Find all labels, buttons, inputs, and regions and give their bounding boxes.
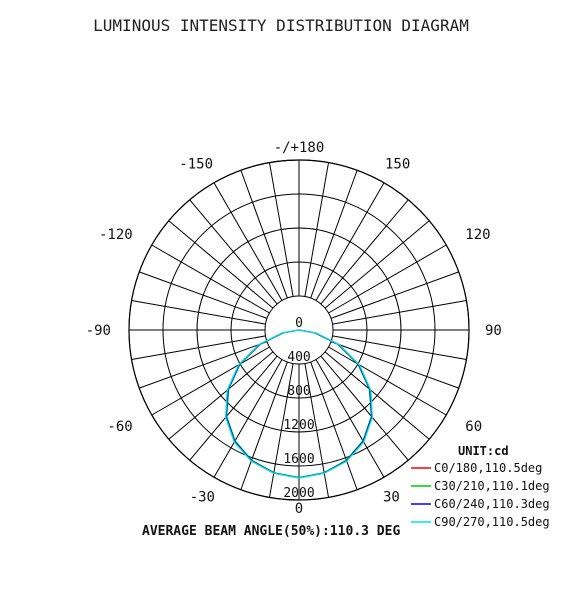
angle-label--120: -120	[99, 227, 133, 243]
angle-label--150: -150	[179, 156, 213, 173]
angle-label-0: 0	[294, 501, 304, 517]
legend-label-2: C30/210,110.1deg	[434, 479, 550, 493]
beam-angle-footer: AVERAGE BEAM ANGLE(50%):110.3 DEG	[142, 524, 401, 539]
angle-label-120: 120	[465, 227, 491, 243]
angle-label--60: -60	[107, 419, 133, 435]
legend-label-1: C0/180,110.5deg	[434, 461, 543, 475]
angle-label--/+180: -/+180	[273, 140, 325, 156]
angle-label--30: -30	[189, 489, 215, 506]
ring-label-800: 800	[287, 384, 311, 399]
angle-label-150: 150	[385, 156, 411, 173]
legend-label-4: C90/270,110.5deg	[434, 515, 550, 529]
ring-label-400: 400	[287, 350, 311, 365]
angle-label-90: 90	[485, 323, 502, 339]
ring-label-1600: 1600	[283, 452, 315, 467]
angle-label--90: -90	[85, 323, 111, 339]
ring-label-1200: 1200	[283, 418, 315, 433]
ring-label-2000: 2000	[283, 486, 315, 501]
angle-label-30: 30	[383, 489, 400, 506]
chart-title: LUMINOUS INTENSITY DISTRIBUTION DIAGRAM	[93, 16, 469, 35]
ring-label-0: 0	[295, 316, 303, 331]
angle-label-60: 60	[465, 419, 483, 435]
legend-label-3: C60/240,110.3deg	[434, 497, 550, 511]
unit-label: UNIT:cd	[458, 444, 509, 458]
